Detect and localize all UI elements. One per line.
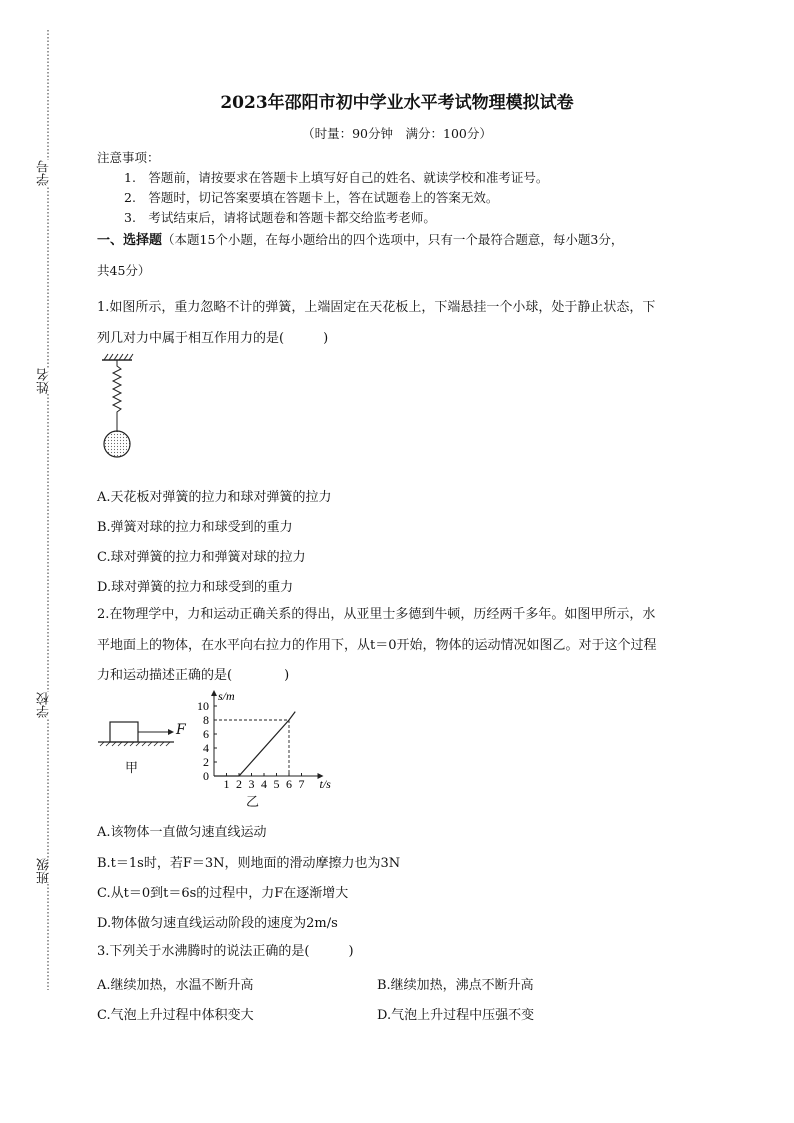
q1-option-d: D.球对弹簧的拉力和球受到的重力 xyxy=(97,580,294,595)
notes-item: 1. 答题前，请按要求在答题卡上填写好自己的姓名、就读学校和准考证号。 xyxy=(124,170,549,185)
q1-option-a: A.天花板对弹簧的拉力和球对弹簧的拉力 xyxy=(97,490,332,505)
q3-option-b: B.继续加热，沸点不断升高 xyxy=(377,978,534,993)
x-tick-label: 2 xyxy=(236,777,242,791)
q3-option-c: C.气泡上升过程中体积变大 xyxy=(97,1008,254,1023)
section-title: 一、选择题 xyxy=(97,233,163,248)
section-heading xyxy=(97,230,623,251)
q2-option-a: A.该物体一直做匀速直线运动 xyxy=(97,825,267,840)
x-axis-label: t/s xyxy=(319,777,331,791)
binding-label-school: 学校 xyxy=(37,692,52,718)
x-tick-label: 7 xyxy=(298,777,305,791)
binding-label-name: 姓名 xyxy=(37,368,52,394)
q3-option-a: A.继续加热，水温不断升高 xyxy=(97,978,254,993)
q1-option-b: B.弹簧对球的拉力和球受到的重力 xyxy=(97,520,293,535)
x-tick-label: 5 xyxy=(273,777,280,791)
x-tick-label: 4 xyxy=(261,777,267,791)
ceiling-hatch xyxy=(104,354,133,360)
x-tick-label: 1 xyxy=(223,777,230,791)
origin-label: 0 xyxy=(203,769,209,783)
force-label: F xyxy=(176,722,186,738)
spring xyxy=(113,360,121,432)
x-tick-label: 6 xyxy=(286,777,292,791)
q3-stem: 3.下列关于水沸腾时的说法正确的是( ) xyxy=(97,944,354,959)
notes-item: 3. 考试结束后，请将试题卷和答题卡都交给监考老师。 xyxy=(124,210,436,225)
x-tick-label: 3 xyxy=(248,777,255,791)
y-axis-arrow xyxy=(211,690,217,696)
q2-stem-line1: 2.在物理学中，力和运动正确关系的得出，从亚里士多德到牛顿，历经两千多年。如图甲所示，水 xyxy=(97,607,656,622)
figure-yi-caption: 乙 xyxy=(246,795,260,810)
binding-label-class: 班级 xyxy=(37,858,52,884)
page-subtitle: （时量：90分钟 满分：100分） xyxy=(302,126,492,141)
binding-label-student-id: 学号 xyxy=(37,160,52,186)
notes-item: 2. 答题时，切记答案要填在答题卡上，答在试题卷上的答案无效。 xyxy=(124,190,499,205)
q2-option-d: D.物体做匀速直线运动阶段的速度为2m/s xyxy=(97,916,338,931)
y-axis-label: s/m xyxy=(218,689,235,703)
q1-stem-line2: 列几对力中属于相互作用力的是( ) xyxy=(97,331,329,346)
q2-stem-line2: 平地面上的物体，在水平向右拉力的作用下，从t＝0开始，物体的运动情况如图乙。对于这个过程 xyxy=(97,638,657,653)
q2-option-c: C.从t＝0到t＝6s的过程中，力F在逐渐增大 xyxy=(97,886,349,901)
section-description: （本题15个小题，在每小题给出的四个选项中，只有一个最符合题意，每小题3分， xyxy=(162,232,624,247)
section-description-cont: 共45分） xyxy=(97,263,151,278)
notes-heading: 注意事项： xyxy=(97,150,160,165)
q1-option-c: C.球对弹簧的拉力和弹簧对球的拉力 xyxy=(97,550,306,565)
force-arrowhead xyxy=(168,729,174,735)
y-tick-label: 2 xyxy=(203,755,209,769)
y-tick-label: 6 xyxy=(203,727,209,741)
figure-yi-chart xyxy=(190,686,340,806)
ball xyxy=(104,431,130,457)
page-title: 2023年邵阳市初中学业水平考试物理模拟试卷 xyxy=(220,93,574,113)
q1-stem-line1: 1.如图所示，重力忽略不计的弹簧，上端固定在天花板上，下端悬挂一个小球，处于静止状态，下 xyxy=(97,300,656,315)
block xyxy=(110,722,138,742)
y-tick-label: 4 xyxy=(203,741,209,755)
q2-stem-line3: 力和运动描述正确的是( ) xyxy=(97,668,290,683)
q2-option-b: B.t＝1s时，若F＝3N，则地面的滑动摩擦力也为3N xyxy=(97,856,401,871)
figure-jia-caption: 甲 xyxy=(125,761,139,776)
spring-ball-figure xyxy=(98,352,148,464)
series-line xyxy=(214,712,295,776)
y-tick-label: 8 xyxy=(203,713,209,727)
y-tick-label: 10 xyxy=(197,699,209,713)
q3-option-d: D.气泡上升过程中压强不变 xyxy=(377,1008,535,1023)
